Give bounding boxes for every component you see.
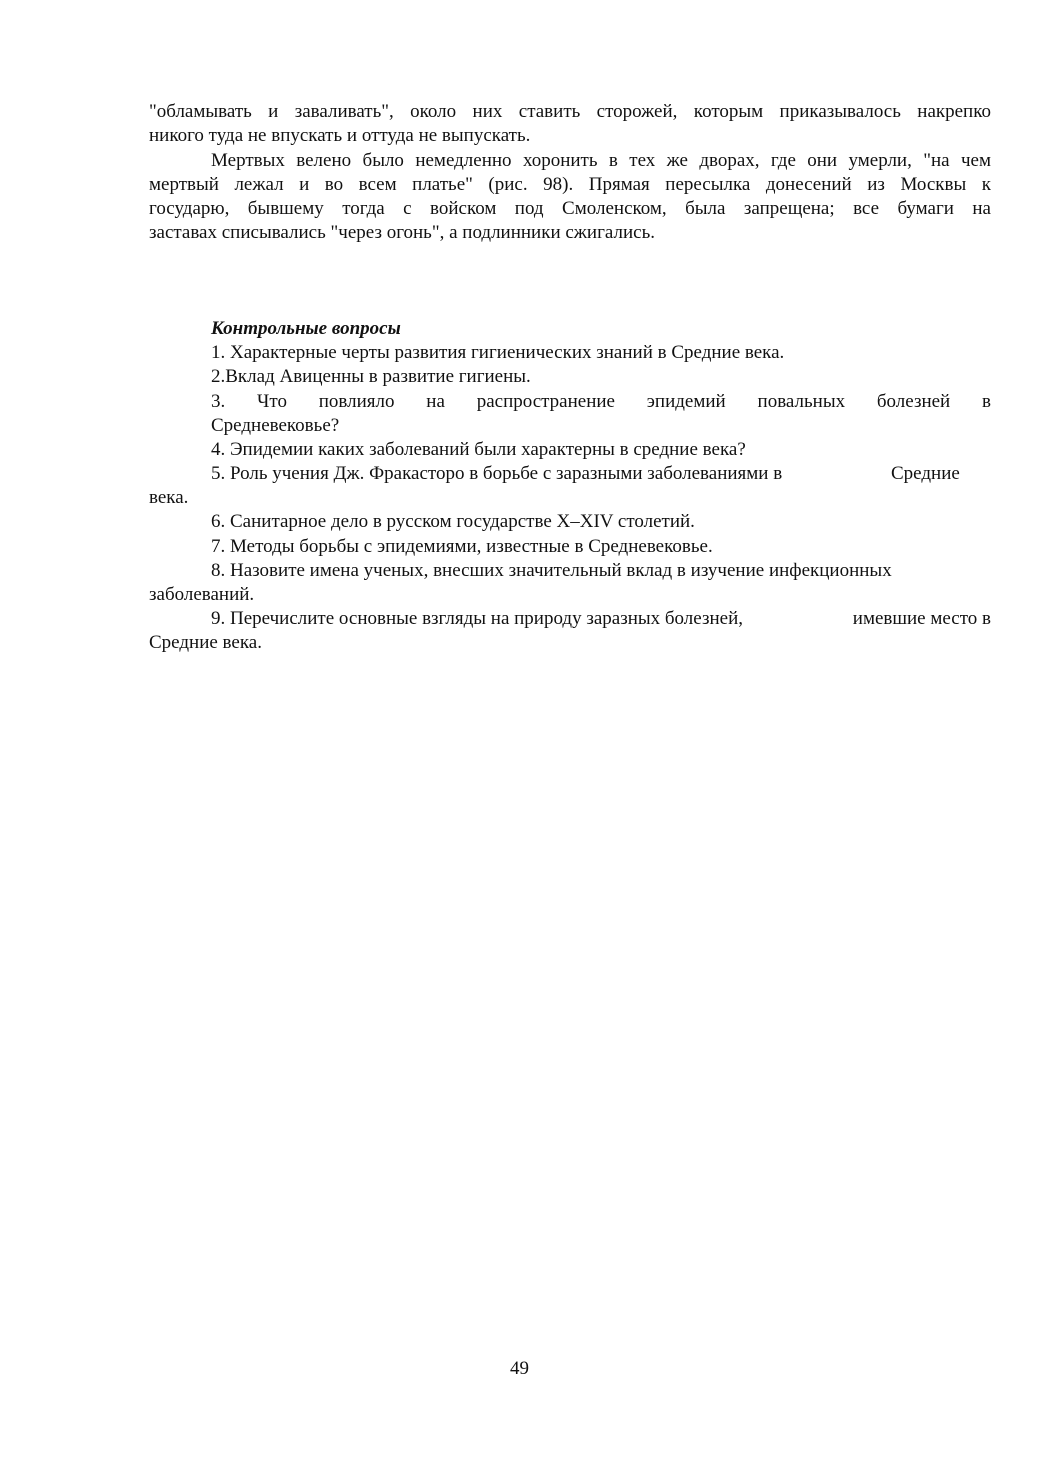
question-8-line-1: 8. Назовите имена ученых, внесших значительный вклад в изучение инфекционных (211, 560, 892, 581)
paragraph-1-line-1: "обламывать и заваливать", около них ставить сторожей, которым приказывалось накрепко (149, 101, 991, 122)
question-7: 7. Методы борьбы с эпидемиями, известные в Средневековье. (211, 536, 713, 557)
question-9-text-end: имевшие место в (852, 608, 991, 629)
paragraph-2-line-4: заставах списывались "через огонь", а подлинники сжигались. (149, 222, 655, 243)
question-2: 2.Вклад Авиценны в развитие гигиены. (211, 366, 531, 387)
question-5-text-end: Средние (891, 463, 960, 484)
paragraph-2-line-2: мертвый лежал и во всем платье" (рис. 98). Прямая пересылка донесений из Москвы к (149, 174, 991, 195)
question-4: 4. Эпидемии каких заболеваний были характерны в средние века? (211, 439, 746, 460)
question-9-line-1 (149, 607, 991, 631)
question-6: 6. Санитарное дело в русском государстве X–XIV столетий. (211, 511, 695, 532)
question-1: 1. Характерные черты развития гигиенических знаний в Средние века. (211, 342, 785, 363)
page-number: 49 (510, 1358, 529, 1379)
question-8-line-2: заболеваний. (149, 584, 255, 605)
paragraph-2-line-1: Мертвых велено было немедленно хоронить в тех же дворах, где они умерли, "на чем (211, 150, 991, 171)
question-5-text: 5. Роль учения Дж. Фракасторо в борьбе с заразными заболеваниями в (211, 463, 783, 484)
paragraph-2-line-3: государю, бывшему тогда с войском под Смоленском, была запрещена; все бумаги на (149, 198, 991, 219)
question-9-text: 9. Перечислите основные взгляды на природу заразных болезней, (211, 608, 743, 629)
questions-heading: Контрольные вопросы (211, 318, 401, 339)
question-5-line-1 (149, 462, 991, 486)
question-3-line-2: Средневековье? (211, 415, 340, 436)
question-9-line-2: Средние века. (149, 632, 262, 653)
question-3-line-1: 3. Что повлияло на распространение эпидемий повальных болезней в (211, 391, 991, 412)
question-5-line-2: века. (149, 487, 189, 508)
paragraph-1-line-2: никого туда не впускать и оттуда не выпускать. (149, 125, 531, 146)
